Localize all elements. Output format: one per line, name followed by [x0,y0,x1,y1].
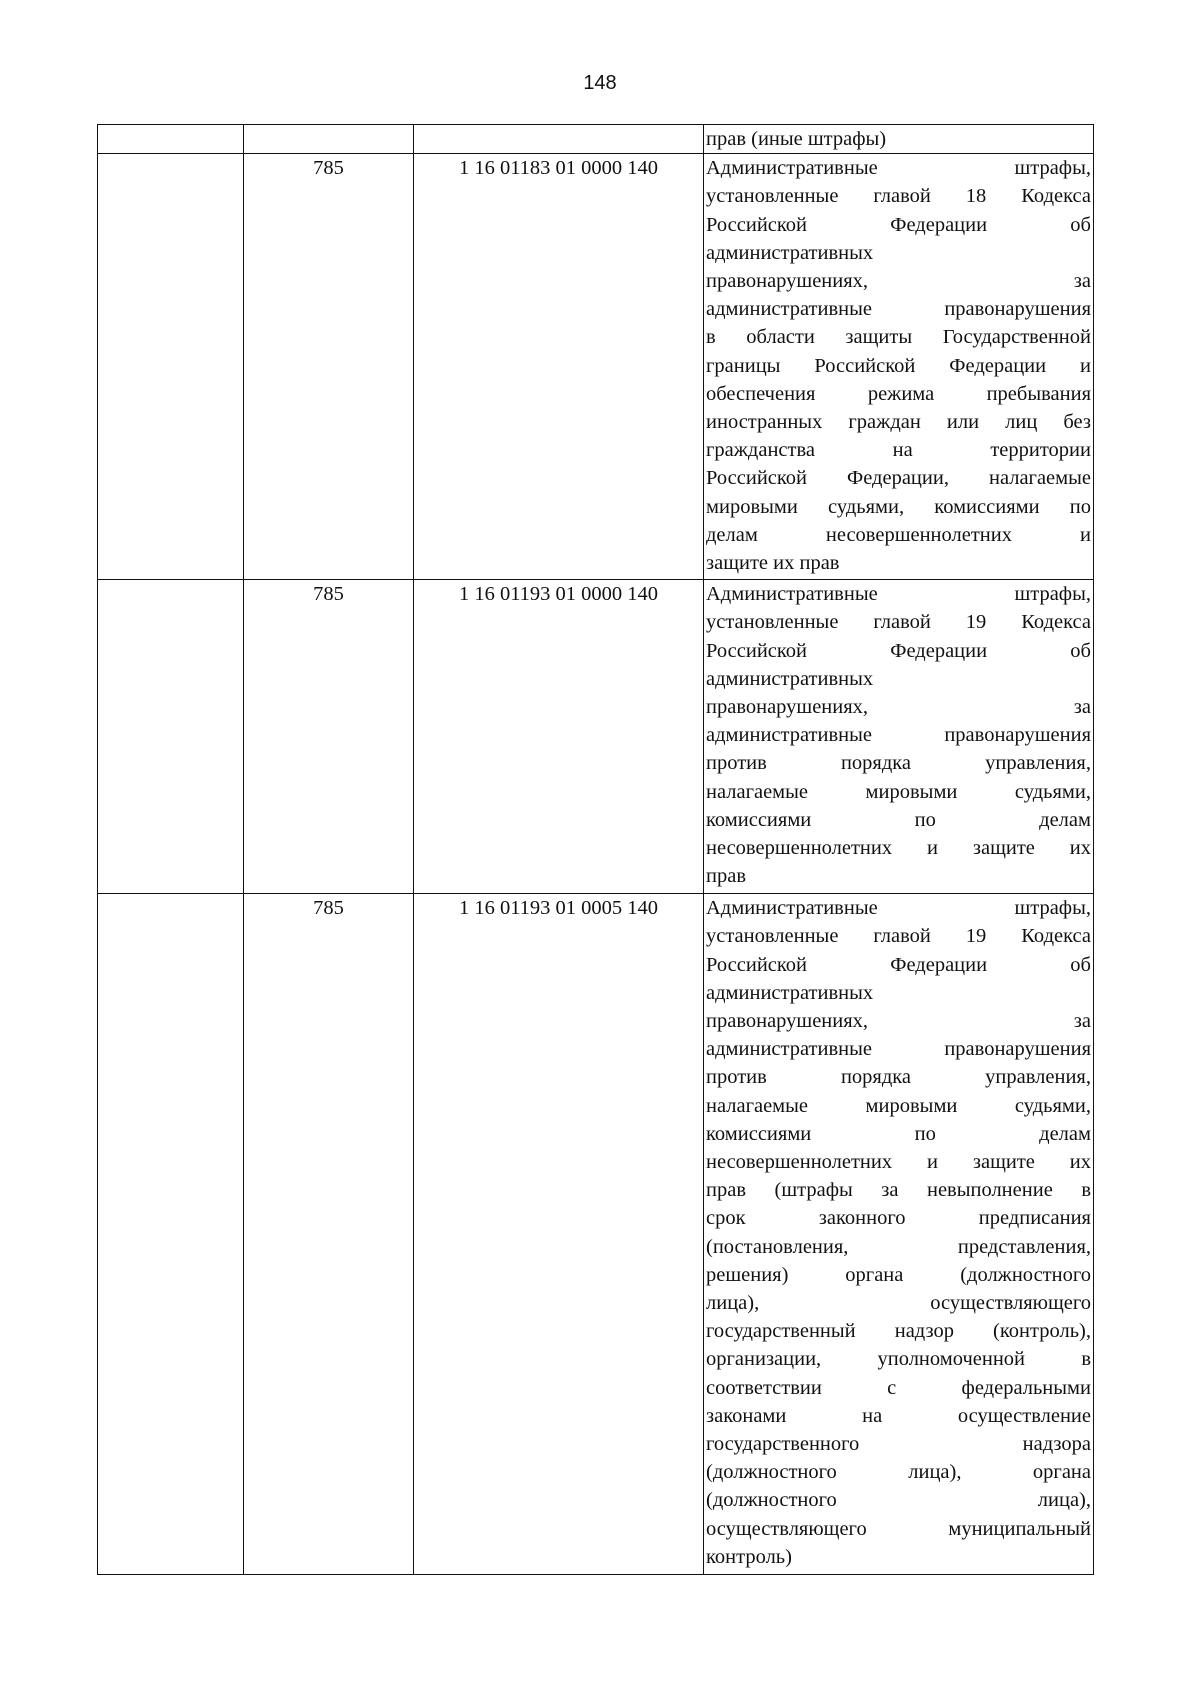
description-line: административные правонарушения [706,1038,1091,1061]
description-line: налагаемые мировыми судьями, [706,780,1091,803]
description-line: несовершеннолетних и защите их [706,837,1091,860]
kbk-code-cell: 1 16 01193 01 0005 140 [414,894,704,1575]
description-line: в области защиты Государственной [706,326,1091,349]
table-cell-empty [98,154,244,580]
description-line: Российской Федерации об [706,213,1091,236]
table-cell-empty [98,580,244,894]
description-line: несовершеннолетних и защите их [706,1151,1091,1174]
description-line: законами на осуществление [706,1404,1091,1427]
description-line: Российской Федерации об [706,639,1091,662]
description-line: административных [706,667,874,690]
description-line: прав (иные штрафы) [706,128,887,150]
description-line: Административные штрафы, [706,157,1091,180]
table-cell-description [704,580,1094,894]
description-line: Административные штрафы, [706,897,1091,920]
description-line: против порядка управления, [706,1066,1091,1089]
table-row-continuation [98,125,1094,154]
description-line: административных [706,241,874,264]
description-line: решения) органа (должностного [706,1263,1091,1286]
description-line: комиссиями по делам [706,808,1091,831]
table-row [98,154,1094,580]
description-line: административные правонарушения [706,724,1091,747]
description-line: (постановления, представления, [706,1235,1091,1258]
kbk-code-cell: 1 16 01193 01 0000 140 [414,580,704,894]
description-line: обеспечения режима пребывания [706,382,1091,405]
description-line: прав (штрафы за невыполнение в [706,1179,1091,1202]
table-row [98,580,1094,894]
description-line: правонарушениях, за [706,1010,1091,1033]
description-line: установленные главой 18 Кодекса [706,185,1091,208]
description-line: Российской Федерации об [706,953,1091,976]
description-line: налагаемые мировыми судьями, [706,1094,1091,1117]
description-line: административные правонарушения [706,298,1091,321]
description-line: организации, уполномоченной в [706,1348,1091,1371]
table-cell-empty [244,125,414,154]
description-line: государственный надзор (контроль), [706,1320,1091,1343]
admin-code-cell: 785 [244,154,414,580]
description-line: делам несовершеннолетних и [706,523,1091,546]
description-line: государственного надзора [706,1433,1091,1456]
description-line: соответствии с федеральными [706,1376,1091,1399]
description-line: Административные штрафы, [706,583,1091,606]
table-cell-description [704,125,1094,154]
description-line: установленные главой 19 Кодекса [706,611,1091,634]
admin-code-cell: 785 [244,580,414,894]
description-line: (должностного лица), органа [706,1461,1091,1484]
description-line: (должностного лица), [706,1489,1091,1512]
description-line: защите их прав [706,552,840,575]
description-line: комиссиями по делам [706,1122,1091,1145]
table-cell-empty [98,125,244,154]
description-line: границы Российской Федерации и [706,354,1091,377]
description-line: Российской Федерации, налагаемые [706,467,1091,490]
description-line: установленные главой 19 Кодекса [706,925,1091,948]
description-line: лица), осуществляющего [706,1292,1091,1315]
description-line: иностранных граждан или лиц без [706,411,1091,434]
page-number: 148 [583,72,617,94]
description-line: гражданства на территории [706,439,1091,462]
description-line: прав [706,865,746,888]
table-cell-description [704,154,1094,580]
kbk-code-cell: 1 16 01183 01 0000 140 [414,154,704,580]
description-line: контроль) [706,1545,792,1568]
description-line: мировыми судьями, комиссиями по [706,495,1091,518]
table-cell-description [704,894,1094,1575]
description-line: правонарушениях, за [706,270,1091,293]
table-cell-empty [414,125,704,154]
description-line: административных [706,981,874,1004]
description-line: срок законного предписания [706,1207,1091,1230]
table-cell-empty [98,894,244,1575]
description-line: правонарушениях, за [706,696,1091,719]
description-line: осуществляющего муниципальный [706,1517,1091,1540]
fines-table [97,124,1094,1575]
description-line: против порядка управления, [706,752,1091,775]
table-row [98,894,1094,1575]
admin-code-cell: 785 [244,894,414,1575]
